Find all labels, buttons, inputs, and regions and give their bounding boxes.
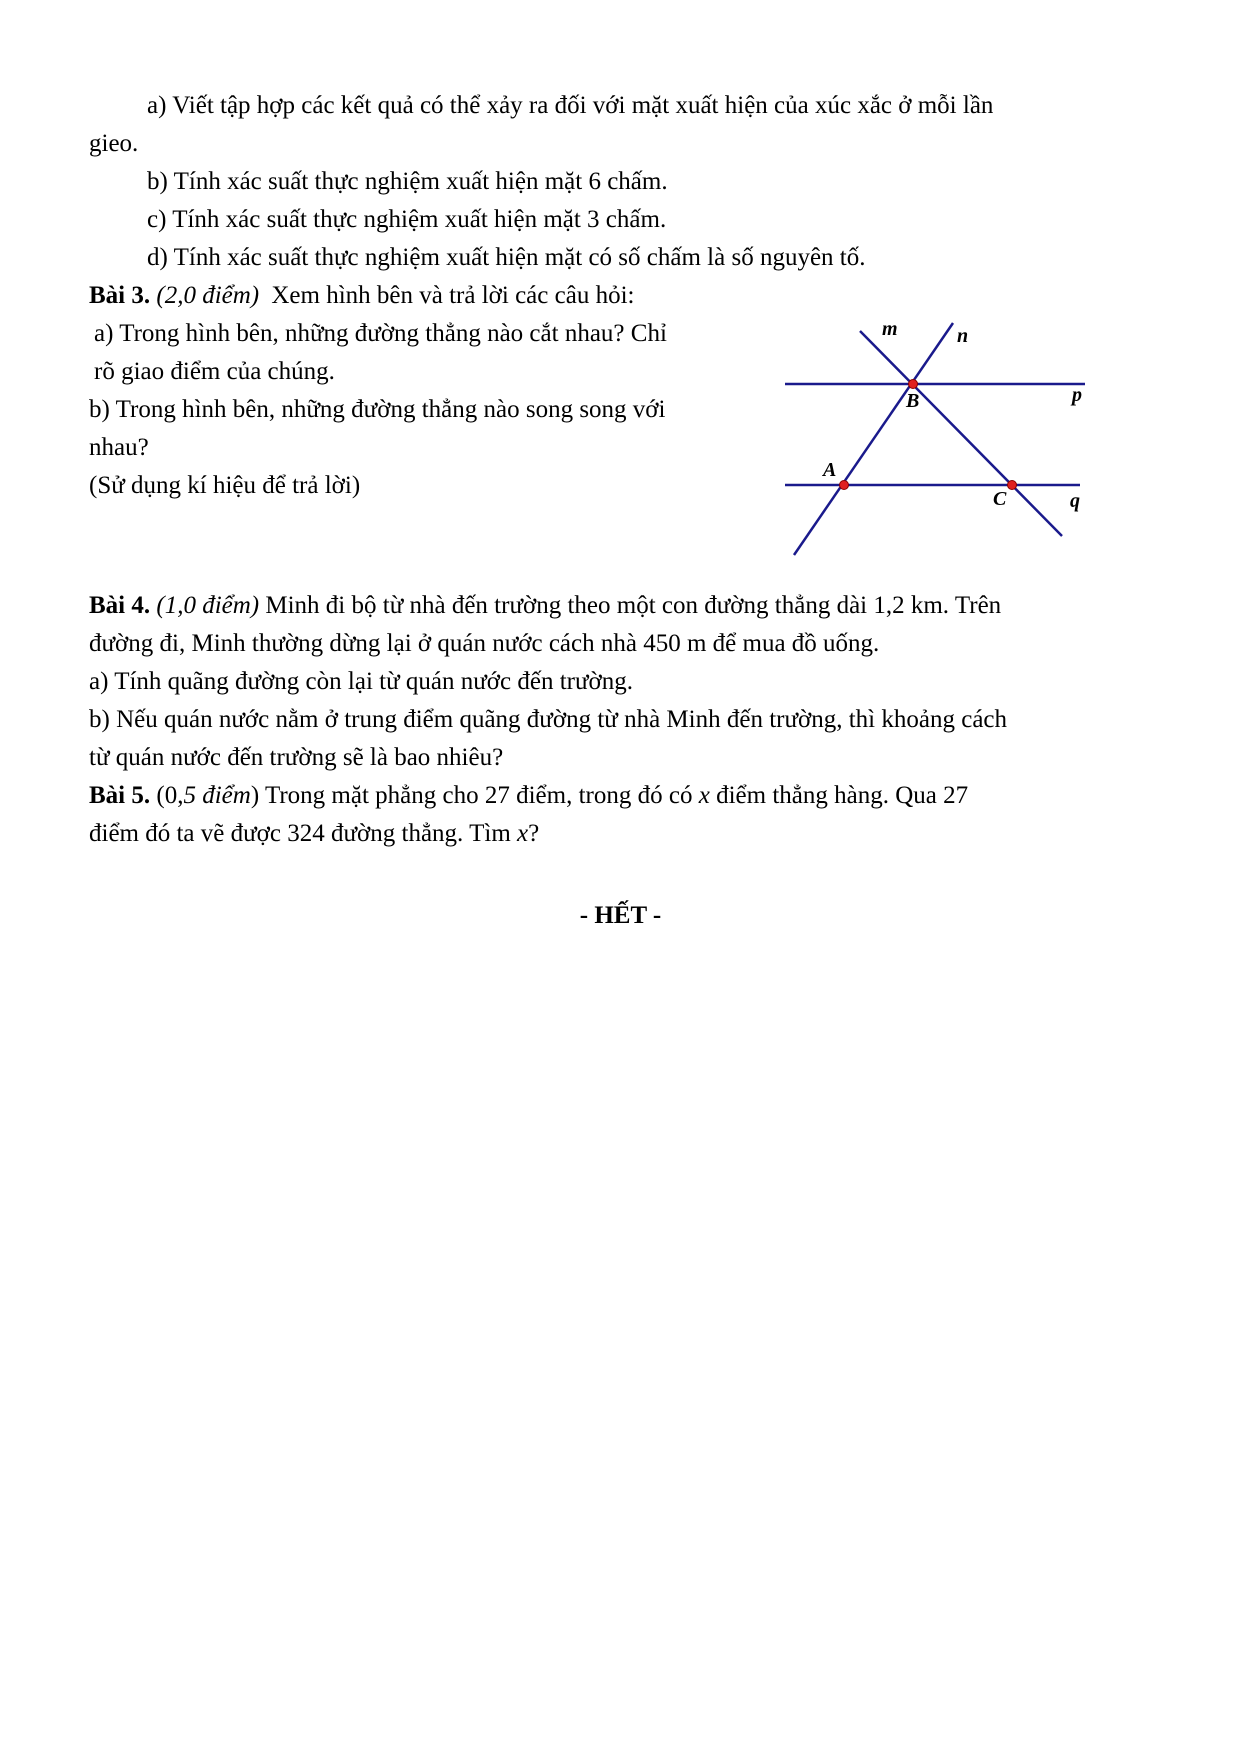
bai3-points: (2,0 điểm) [156,282,260,309]
bai3-note: (Sử dụng kí hiệu để trả lời) [89,472,361,499]
bai4-line2: đường đi, Minh thường dừng lại ở quán nước cách nhà 450 m để mua đồ uống. [89,630,880,657]
label-A: A [823,459,837,481]
bai4-line1 [89,590,1001,622]
bai5-label: Bài 5. [89,782,151,809]
bai4-label: Bài 4. [89,592,151,619]
bai3-a-line2: rõ giao điểm của chúng. [94,358,335,385]
q2-part-a-line1: a) Viết tập hợp các kết quả có thể xảy ra đối với mặt xuất hiện của xúc xắc ở mỗi lần [147,92,994,119]
line-n [794,323,953,555]
bai4-b-line2: từ quán nước đến trường sẽ là bao nhiêu? [89,744,504,771]
bai5-points [156,782,259,809]
bai3-b-line2: nhau? [89,434,149,461]
label-B: B [906,390,920,412]
figure-labels [821,318,1082,512]
q2-part-d: d) Tính xác suất thực nghiệm xuất hiện mặt có số chấm là số nguyên tố. [147,244,866,271]
bai5-points-close: ) [250,782,260,809]
bai5-var-x: x [698,782,710,809]
geometry-figure [780,315,1100,565]
figure-points [840,380,1017,490]
bai5-text-b: điểm thẳng hàng. Qua 27 [716,782,969,809]
bai5-points-open: (0, [156,782,184,809]
label-n: n [957,325,969,347]
bai4-b-line1: b) Nếu quán nước nằm ở trung điểm quãng đường từ nhà Minh đến trường, thì khoảng cách [89,706,1008,733]
figure-lines [785,323,1085,555]
bai4-text: Minh đi bộ từ nhà đến trường theo một con đường thẳng dài 1,2 km. Trên [265,592,1002,619]
bai3-intro: Xem hình bên và trả lời các câu hỏi: [271,282,635,309]
bai5-points-rest: 5 điểm [183,782,251,809]
bai5-line1 [89,780,968,812]
bai3-heading [89,280,634,312]
end-mark: - HẾT - [579,902,662,929]
bai5-text-a: Trong mặt phẳng cho 27 điểm, trong đó có [264,782,693,809]
bai5-question-mark: ? [528,820,540,847]
point-B [909,380,918,389]
bai5-var-x-2: x [517,820,529,847]
bai3-a-line1: a) Trong hình bên, những đường thẳng nào cắt nhau? Chỉ [94,320,667,347]
bai4-a: a) Tính quãng đường còn lại từ quán nước đến trường. [89,668,633,695]
label-p: p [1072,384,1082,406]
q2-part-b: b) Tính xác suất thực nghiệm xuất hiện mặt 6 chấm. [147,168,668,195]
bai5-line2 [89,818,539,850]
label-m: m [882,318,898,340]
label-C: C [993,488,1007,510]
q2-part-a-line2: gieo. [89,130,139,157]
bai5-line2-text: điểm đó ta vẽ được 324 đường thẳng. Tìm [89,820,511,847]
label-q: q [1070,490,1080,512]
bai3-label: Bài 3. [89,282,151,309]
point-A [840,481,849,490]
q2-part-c: c) Tính xác suất thực nghiệm xuất hiện mặt 3 chấm. [147,206,667,233]
line-m [860,331,1062,536]
bai3-b-line1: b) Trong hình bên, những đường thẳng nào song song với [89,396,666,423]
point-C [1008,481,1017,490]
bai4-points: (1,0 điểm) [156,592,260,619]
